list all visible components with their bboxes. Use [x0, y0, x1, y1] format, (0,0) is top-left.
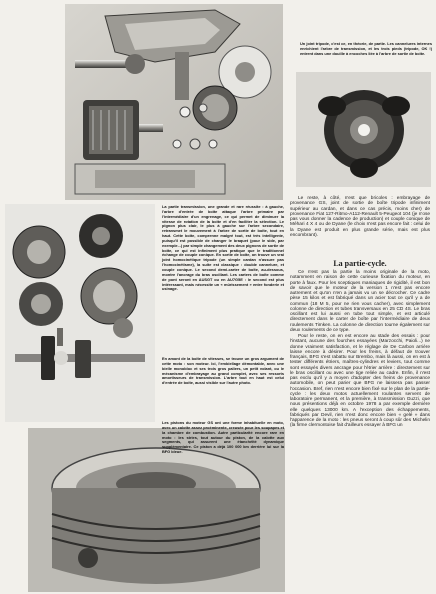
caption-transmission-text: La partie transmission, une grande et rare réussite : à gauche, l'arbre d'entrée de boîte attaque l'arbre primaire par l'intermédiaire d'un engrenage, ce qui permet de diminuer la vitesse de rotation de la boîte et d'en faciliter la sélection. Le pignon plus clair, le plus à gauche sur l'arbre secondaire, retransmet le mouvement à l'arbre de sortie de boîte, tout en haut. Cette boîte, comprenne malgré tout, est très intelligente, puisqu'il est possible de changer le braquet (pour le side, par exemple...) par simple changement des deux pignons de sortie de boîte, ce qui est infiniment plus pratique que le traditionnel échange de couple conique. En sortie de boîte, on trouve un vrai joint homocinétique tripode (un simple cardan n'assure pas l'homocinétisme), la suite est classique : double cannelure, et couple conique. Le second demi-carter de boîte, au-dessous, montre l'ancrage du bras oscillant. Les carters de boîte comme de pont seront en AUSGT ou en AU7G5E : le second est plus intéressant, mais nécessite un « mûrissement » entre fonderie et usinage. [162, 204, 284, 292]
article-cycle [290, 270, 430, 430]
caption-engine [162, 357, 284, 386]
engine-parts-illustration [5, 204, 155, 422]
caption-tripod-text: Un joint tripode, c'est ce, en théorie, de partie. Les cannelures internes enrichient l'arbre de transmission, et les trois pieds (tripode, OK !) entrent dans une douille à encoches liée à l'arbre de sortie de boîte. [300, 41, 432, 56]
caption-tripod-joint [300, 42, 432, 57]
photo-tripod-joint [296, 72, 431, 187]
paragraph-cycle-2: Pour le reste, on en est encore au stade des essais : pour l'instant, aucune des fourches essayées (Marzocchi, Paioli...) ne donne vraiment satisfaction, et le réglage de De Carbon arrière laisse encore à désirer. Pour les freins, à défaut de trouver français, BFG s'est rabattu sur Brembo, mais là aussi, on en est à tester différents étriers, maîtres-cylindres et leviers, tout comme sont essayés divers ancrage pour l'étrier arrière : directement sur le bras oscillant ou avec une tige reliée au cadre. Enfin, il n'est pas exclu qu'il y a moyen d'adopter des freins de provenance automobile, on peut parier que BFG ne laissera pas passer l'occasion. Bref, rien n'est encore bien fixé sur le plan de la partie-cycle : les deux motos actuellement roulantes servent de laboratoire permanent, et la première, à transmission Guzzi, que nous présentions déjà en octobre 1978 a par exemple dernière elle quelques 13000 km. A l'exception des échappements, fabriqués par Devil, rien n'est donc encore bien « gelé » dans l'apparence de la moto : les pneus seront à coup sûr des Michelin (la firme clermontoise fait d'ailleurs essayer à BFG un [290, 334, 430, 429]
caption-engine-text: En amont de la boîte de vitesses, se trouve un gros argument de cette moto : son moteur. Ici, l'embiellage démontable, avec une bielle monobloc et ses trois gros paliers, un petit volant, ou le mécanisme d'embrayage au grand complet, avec ses ressorts amortisseurs de transmission. L'arbre tout en haut est celui d'entrée de boîte, aussi visible sur l'autre photo. [162, 356, 284, 386]
caption-transmission [162, 205, 284, 292]
section-heading: La partie-cycle. [333, 259, 387, 268]
paragraph-cycle-1: Ce n'est pas la partie la moins originale de la moto, notamment en raison de cette curieuse fixation du moteur, en porte à faux. Pour les sceptiques maniaques de rigidité, il est bon de savoir que le moteur de la version 1 n'est pas encore autrement et qu'on n'en a jamais vu un se décrocher. Ce cadre pèse 15 kilos et est fabriqué dans un acier tout ce qu'il y a de commun (18 M 5, pour ne rien vous cacher), avec simplement colonne de direction et tubes transversaux en 25 CD 4S. Le bras oscillant est lui aussi en tube tout simple, et est articulé directement dans le carter de boîte par l'intermédiaire de deux roulements Timken. La colonne de direction tourne également sur deux roulements de ce type. [290, 270, 430, 333]
transmission-illustration [65, 4, 283, 200]
caption-pistons-text: Les pistons du moteur GS ont une forme inhabituelle en moto, avec un calotte assez proéminente, creusée pour les soupapes et la chambre de combustion. Autre particularité encore rare en moto : les stries, tout autour du piston, de la calotte aux segments, qui assurent une étanchéité dynamique supplémentaire. Ce piston a déjà 100 000 km derrière lui sur la BFG bleue. [162, 420, 284, 455]
paragraph-reste: Le reste, à côté, n'est que bricoles : embrayage de provenance GS, joint de sortie de boîte tripode infiniment supérieur au cardan, et dans ce cas précis, moins cher) de provenance Fiat 127-Ritmo-A112-Renault 5-Peugeot 104 (je n'ose pas vous donner la cadence de production) et couple conique de Méhari 4 X 4 ou de Dyane (le choix n'est pas encore fait : celui de la Dyane est produit en plus grande série, mais est plus encombrant). [290, 196, 430, 238]
article-intro [290, 196, 430, 238]
photo-transmission [65, 4, 283, 200]
caption-pistons [162, 421, 284, 455]
tripod-joint-illustration [296, 72, 431, 187]
photo-engine-parts [5, 204, 155, 422]
